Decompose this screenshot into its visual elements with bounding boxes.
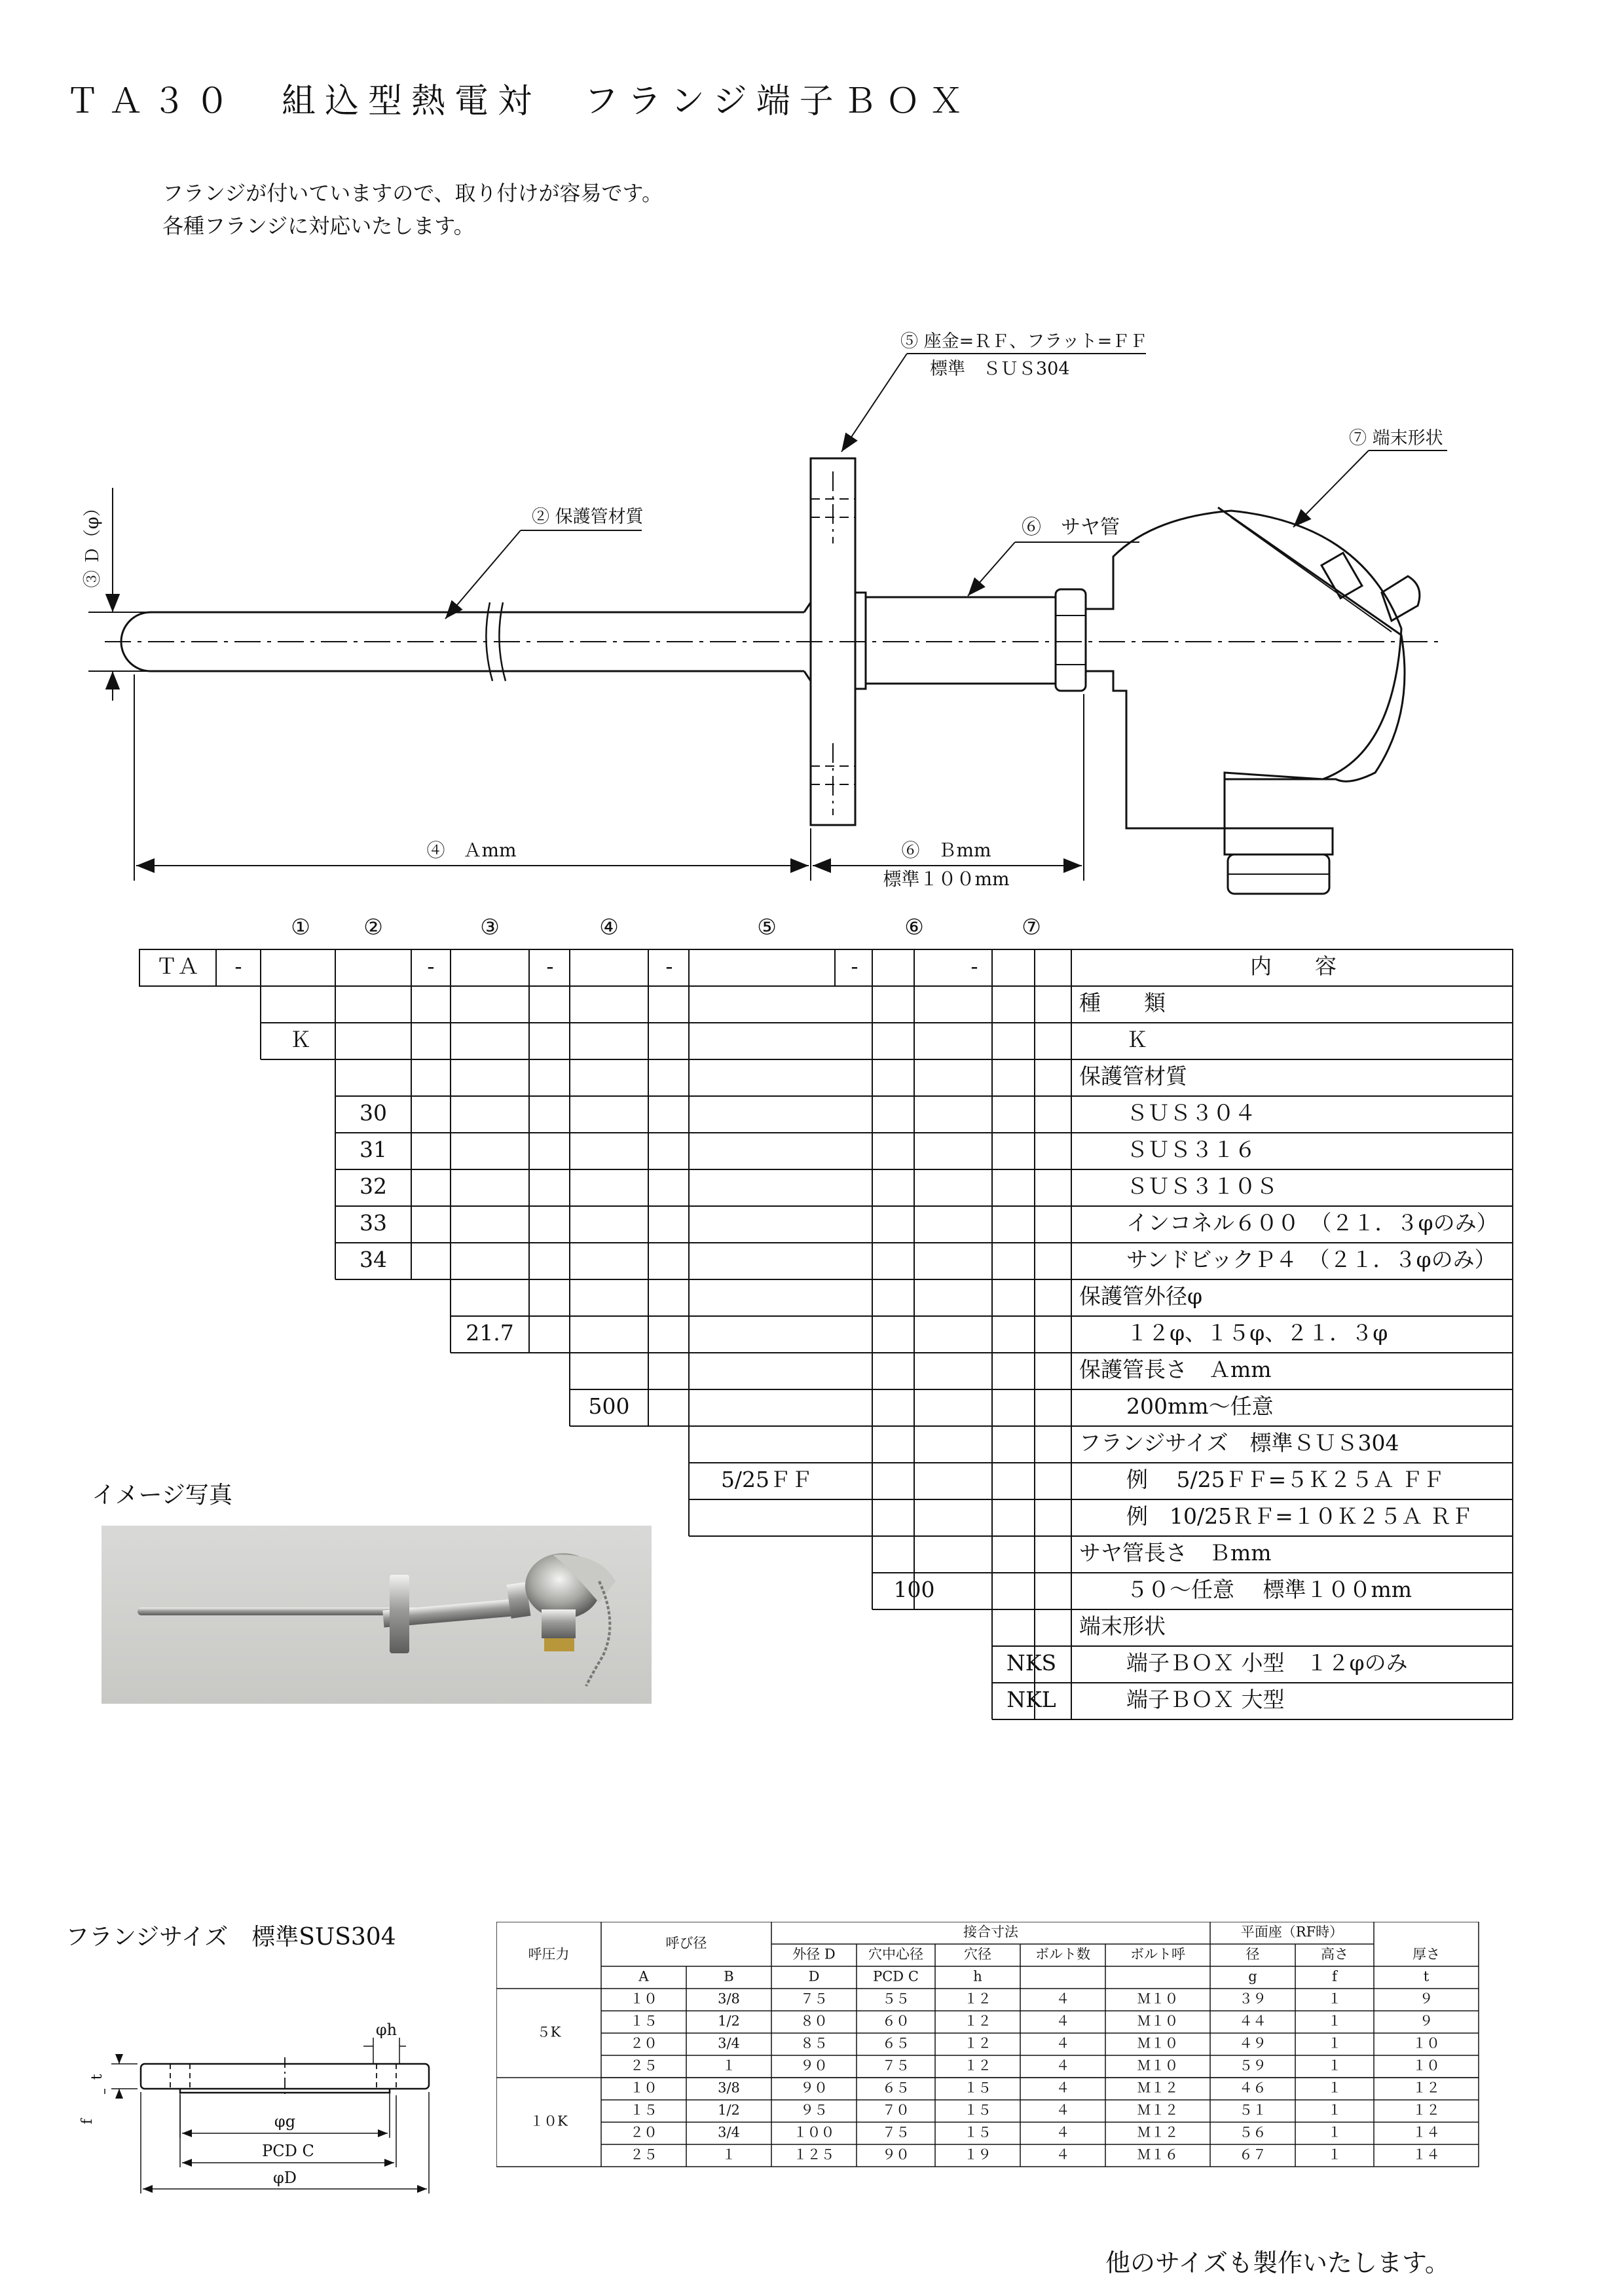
flange-dim-t: t: [89, 2074, 105, 2080]
flange-cell: １０: [630, 2080, 657, 2096]
product-photo: [101, 1526, 652, 1704]
flange-cell: ５６: [1239, 2124, 1266, 2140]
content-header: 内 容: [1250, 953, 1337, 979]
callout-terminal: ⑦ 端末形状: [1349, 428, 1443, 449]
code-cell: 500: [588, 1393, 630, 1419]
flange-cell: １５: [964, 2080, 991, 2096]
flange-cell: １: [722, 2057, 736, 2074]
hex-nut: [1056, 589, 1086, 691]
column-number: ①: [291, 914, 310, 940]
flange-cell: １: [722, 2146, 736, 2163]
flange-dim-phi-g: φg: [274, 2112, 296, 2131]
column-number: ④: [599, 914, 619, 940]
flange-cell: ４: [1056, 2035, 1070, 2051]
flange-cell: 3/8: [718, 2080, 740, 2096]
flange-cell: 1/2: [718, 2013, 740, 2029]
code-cell: 100: [893, 1577, 935, 1602]
code-cell: Ｋ: [289, 1027, 312, 1052]
code-cell: 33: [360, 1210, 387, 1236]
flange-cell: １５: [630, 2013, 657, 2029]
flange-cell: １２: [1412, 2080, 1440, 2096]
header-sub: 高さ: [1321, 1946, 1348, 1962]
flange-cell: ７５: [800, 1991, 828, 2007]
flange-cell: Ｍ１０: [1137, 2013, 1179, 2029]
header-dash: -: [427, 953, 435, 979]
content-cell: Ｋ: [1126, 1027, 1148, 1052]
content-cell: インコネル６００ （２１．３φのみ）: [1126, 1210, 1498, 1236]
flange-cell: 1/2: [718, 2102, 740, 2118]
flange-cell: １: [1327, 2080, 1342, 2096]
flange-cell: ２５: [630, 2146, 657, 2163]
header-sub: ボルト呼: [1130, 1946, 1185, 1962]
header-letter: g: [1248, 1968, 1257, 1985]
header-letter: B: [724, 1968, 734, 1985]
flange-cell: １: [1327, 2146, 1342, 2163]
flange-cell: １: [1327, 2057, 1342, 2074]
flange-cell: ４: [1056, 2102, 1070, 2118]
flange-cell: ６７: [1239, 2146, 1266, 2163]
header-dash: -: [546, 953, 554, 979]
header-letter: PCD C: [873, 1968, 919, 1985]
flange-cell: Ｍ１２: [1137, 2102, 1179, 2118]
intro-line-1: フランジが付いていますので、取り付けが容易です。: [162, 181, 663, 206]
content-cell: 端子ＢＯＸ 大型: [1126, 1687, 1285, 1712]
code-cell: NKS: [1006, 1650, 1057, 1676]
sheath-tube: [866, 597, 1056, 684]
code-cell: 31: [360, 1137, 387, 1162]
flange-cell: ９５: [800, 2102, 828, 2118]
flange-cell: ２５: [630, 2057, 657, 2074]
header-sub: ボルト数: [1035, 1946, 1090, 1962]
callout-tube-material: ② 保護管材質: [532, 507, 644, 527]
column-number: ⑤: [757, 914, 777, 940]
content-cell: 端子ＢＯＸ 小型 １２φのみ: [1126, 1650, 1408, 1676]
dim-diameter: ③ Ｄ（φ）: [83, 499, 103, 588]
flange-cell: １０: [1412, 2057, 1440, 2074]
content-cell: 保護管外径φ: [1079, 1283, 1203, 1309]
header-dash: -: [665, 953, 673, 979]
content-cell: 保護管長さ Ａmm: [1079, 1357, 1272, 1382]
content-cell: ＳＵＳ３１６: [1126, 1137, 1256, 1162]
column-number: ⑦: [1022, 914, 1041, 940]
flange-dim-f: f: [79, 2118, 96, 2125]
flange-cell: ７５: [882, 2057, 910, 2074]
code-cell: 21.7: [466, 1320, 514, 1346]
header-dash: -: [851, 953, 858, 979]
flange-cell: ６５: [882, 2080, 910, 2096]
flange-cell: １００: [793, 2124, 835, 2140]
flange-dim-phi-d: φD: [272, 2169, 297, 2187]
content-cell: ５０～任意 標準１００mm: [1126, 1577, 1412, 1602]
flange-diagram: [65, 1997, 458, 2207]
flange-cell: ４: [1056, 2146, 1070, 2163]
flange-cell: Ｍ１０: [1137, 2035, 1179, 2051]
flange-cell: １２: [964, 2057, 991, 2074]
header-sub: 厚さ: [1412, 1946, 1440, 1962]
header-pressure: 呼圧力: [528, 1946, 570, 1962]
flange-cell: １９: [964, 2146, 991, 2163]
content-cell: サヤ管長さ Ｂmm: [1079, 1540, 1272, 1566]
header-letter: h: [973, 1968, 982, 1985]
flange-cell: １２５: [793, 2146, 835, 2163]
flange-cell: ２０: [630, 2035, 657, 2051]
flange-cell: ４９: [1239, 2035, 1266, 2051]
code-cell: 34: [360, 1247, 387, 1272]
flange-cell: 3/4: [718, 2124, 740, 2140]
header-letter: t: [1423, 1968, 1430, 1985]
flange-cell: Ｍ１６: [1137, 2146, 1179, 2163]
content-cell: 200mm～任意: [1126, 1393, 1274, 1419]
flange-dim-phi-h: φh: [375, 2021, 397, 2039]
flange-cell: ９: [1419, 1991, 1433, 2007]
content-cell: 例 10/25ＲＦ=１０Ｋ２５Ａ ＲＦ: [1126, 1503, 1473, 1529]
flange-cell: １: [1327, 2013, 1342, 2029]
flange-cell: ４: [1056, 2013, 1070, 2029]
footer-note: 他のサイズも製作いたします。: [1105, 2249, 1450, 2277]
flange-cell: ５９: [1239, 2057, 1266, 2074]
header-dash: -: [970, 953, 978, 979]
flange-cell: １２: [964, 1991, 991, 2007]
flange-cell: １２: [964, 2013, 991, 2029]
code-cell: 32: [360, 1173, 387, 1199]
dim-length-a: ④ Ａmm: [426, 839, 517, 861]
flange-cell: １２: [964, 2035, 991, 2051]
code-cell: 5/25ＦＦ: [720, 1467, 813, 1492]
content-cell: フランジサイズ 標準ＳＵＳ304: [1079, 1430, 1399, 1456]
flange-cell: ５５: [882, 1991, 910, 2007]
flange-cell: ４６: [1239, 2080, 1266, 2096]
content-cell: 例 5/25ＦＦ=５Ｋ２５Ａ ＦＦ: [1126, 1467, 1445, 1492]
flange-cell: ９０: [882, 2146, 910, 2163]
header-letter: f: [1332, 1968, 1337, 1985]
flange-cell: Ｍ１０: [1137, 1991, 1179, 2007]
flange-cell: １４: [1412, 2146, 1440, 2163]
flange-cell: ９０: [800, 2080, 828, 2096]
flange-cell: ４４: [1239, 2013, 1266, 2029]
code-cell: 30: [360, 1100, 387, 1126]
header-prefix: ＴＡ: [156, 953, 199, 979]
content-cell: ＳＵＳ３１０Ｓ: [1126, 1173, 1278, 1199]
flange-cell: １０: [630, 1991, 657, 2007]
header-sub: 径: [1246, 1946, 1260, 1962]
flange-cell: ４: [1056, 2124, 1070, 2140]
flange-cell: １５: [964, 2124, 991, 2140]
column-number: ③: [480, 914, 500, 940]
header-letter: D: [808, 1968, 820, 1985]
flange-cell: ４: [1056, 1991, 1070, 2007]
flange-cell: ６５: [882, 2035, 910, 2051]
thermocouple-drawing: [0, 0, 1624, 917]
flange-cell: ４: [1056, 2057, 1070, 2074]
flange-cell: ８０: [800, 2013, 828, 2029]
callout-washer-std: 標準 ＳＵＳ304: [930, 359, 1070, 379]
content-cell: 種 類: [1079, 990, 1166, 1016]
flange-cell: ８５: [800, 2035, 828, 2051]
flange-cell: １２: [1412, 2102, 1440, 2118]
flange-cell: １: [1327, 2102, 1342, 2118]
flange-cell: 3/8: [718, 1991, 740, 2007]
flange-cell: 3/4: [718, 2035, 740, 2051]
content-cell: １２φ、１５φ、２１．３φ: [1126, 1320, 1388, 1346]
content-cell: 保護管材質: [1079, 1063, 1187, 1089]
flange-cell: ３９: [1239, 1991, 1266, 2007]
flange-cell: ７５: [882, 2124, 910, 2140]
callout-sheath: ⑥ サヤ管: [1022, 516, 1120, 539]
header-sub: 穴中心径: [868, 1946, 923, 1962]
header-nominal: 呼び径: [665, 1935, 707, 1951]
flange-cell: Ｍ１２: [1137, 2124, 1179, 2140]
flange-size-table: [496, 1922, 1492, 2203]
flange-cell: ９: [1419, 2013, 1433, 2029]
content-cell: ＳＵＳ３０４: [1126, 1100, 1256, 1126]
content-cell: サンドビックＰ４ （２１．３φのみ）: [1126, 1247, 1496, 1272]
intro-line-2: 各種フランジに対応いたします。: [162, 213, 475, 238]
code-cell: NKL: [1006, 1687, 1056, 1712]
pressure-class: １０K: [530, 2113, 568, 2129]
flange-cell: １５: [964, 2102, 991, 2118]
column-number: ⑥: [904, 914, 924, 940]
header-face: 平面座（RF時）: [1240, 1924, 1344, 1940]
flange-size-title: フランジサイズ 標準SUS304: [65, 1924, 396, 1951]
header-letter: A: [638, 1968, 649, 1985]
header-dash: -: [234, 953, 242, 979]
pressure-class: ５K: [536, 2024, 561, 2040]
dim-length-b: ⑥ Ｂmm: [901, 839, 991, 861]
column-number: ②: [363, 914, 383, 940]
flange-cell: １: [1327, 2035, 1342, 2051]
flange-cell: Ｍ１２: [1137, 2080, 1179, 2096]
flange-cell: ７０: [882, 2102, 910, 2118]
flange-cell: ４: [1056, 2080, 1070, 2096]
flange-cell: ２０: [630, 2124, 657, 2140]
header-sub: 穴径: [964, 1946, 991, 1962]
flange-cell: Ｍ１０: [1137, 2057, 1179, 2074]
flange-cell: ６０: [882, 2013, 910, 2029]
flange-cell: ９０: [800, 2057, 828, 2074]
flange-cell: １: [1327, 1991, 1342, 2007]
dim-length-b-std: 標準１００mm: [883, 868, 1010, 890]
page-title: ＴＡ３０ 組込型熱電対 フランジ端子ＢＯＸ: [65, 82, 972, 121]
flange-dim-pcd: PCD C: [262, 2142, 314, 2160]
flange-cell: １０: [1412, 2035, 1440, 2051]
flange-cell: １: [1327, 2124, 1342, 2140]
photo-label: イメージ写真: [92, 1482, 232, 1509]
callout-washer: ⑤ 座金=ＲＦ、フラット=ＦＦ: [900, 331, 1148, 352]
header-sub: 外径 D: [792, 1946, 836, 1962]
flange-cell: １５: [630, 2102, 657, 2118]
header-joint: 接合寸法: [963, 1924, 1018, 1940]
flange-cell: ５１: [1239, 2102, 1266, 2118]
content-cell: 端末形状: [1079, 1613, 1166, 1639]
flange-cell: １４: [1412, 2124, 1440, 2140]
